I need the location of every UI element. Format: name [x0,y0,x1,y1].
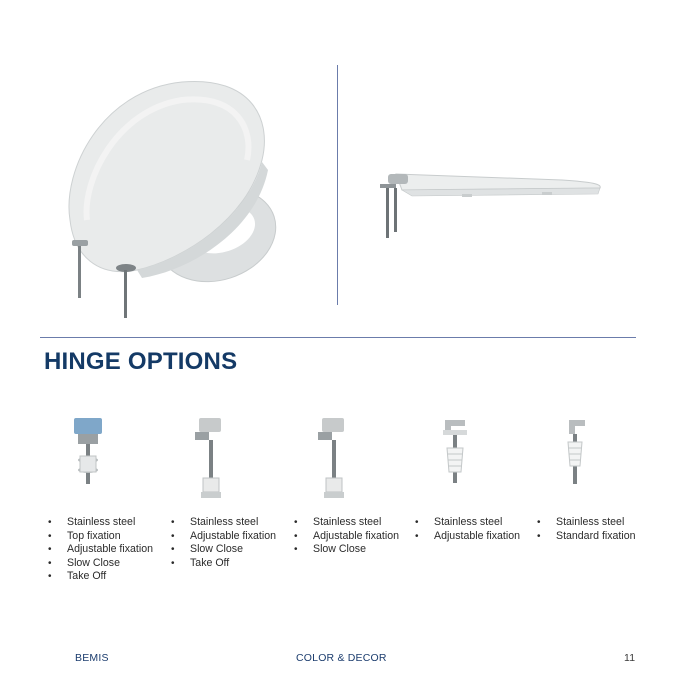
feature-item: • Adjustable fixation [294,529,399,542]
feature-item: • Adjustable fixation [171,529,276,542]
feature-list [537,516,657,543]
adjustable-hinge-icon [179,412,239,507]
feature-item: • Adjustable fixation [415,529,520,542]
feature-item: • Stainless steel [537,516,625,528]
feature-item: • Take Off [171,556,230,569]
feature-item: • Take Off [48,570,107,582]
feature-list [294,516,414,557]
toilet-seat-side-photo [372,150,607,255]
page-number: 11 [624,652,636,664]
adjustable-basic-hinge-icon [423,412,483,507]
feature-item: • Adjustable fixation [48,543,153,555]
feature-list [415,516,535,543]
feature-item: • Slow Close [48,556,120,569]
footer-section: COLOR & DECOR [296,652,387,664]
feature-item: • Top fixation [48,529,121,542]
adjustable-slowclose-hinge-icon [302,412,362,507]
feature-item: • Slow Close [171,543,243,555]
toilet-seat-photo [42,70,292,325]
hinge-option-5 [537,412,657,543]
hinge-option-3 [294,412,414,557]
hinge-option-4 [415,412,535,543]
feature-item: • Stainless steel [294,516,382,528]
vertical-divider [337,65,338,305]
hinge-option-2 [171,412,291,570]
standard-hinge-icon [545,412,605,507]
footer-brand: BEMIS [75,652,109,664]
hinge-option-1 [48,412,168,584]
feature-item: • Stainless steel [171,516,259,528]
section-title: HINGE OPTIONS [44,348,238,375]
feature-item: • Standard fixation [537,529,636,542]
feature-list [171,516,291,570]
horizontal-divider [40,337,636,338]
feature-list [48,516,168,584]
top-fix-hinge-icon [56,412,116,507]
feature-item: • Stainless steel [48,516,136,528]
feature-item: • Stainless steel [415,516,503,528]
feature-item: • Slow Close [294,543,366,555]
